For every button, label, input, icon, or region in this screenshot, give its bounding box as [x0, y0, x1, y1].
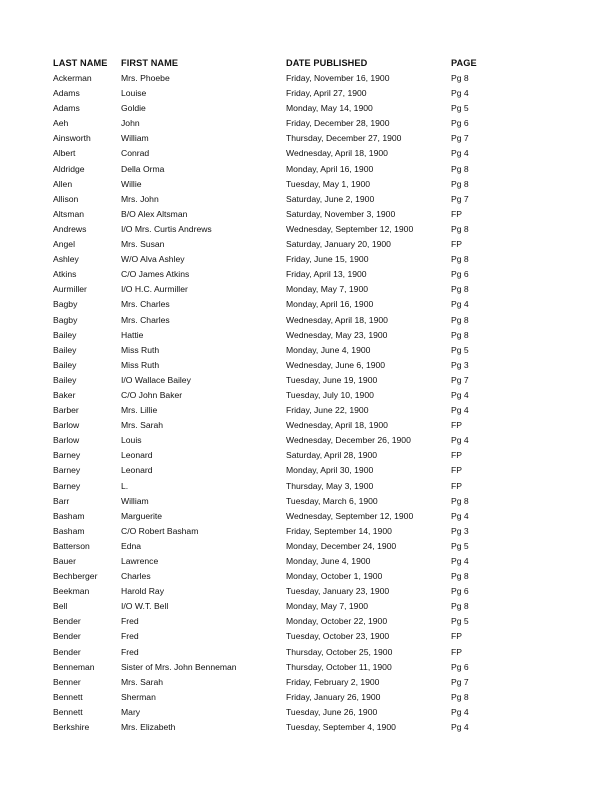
- table-row: [49, 328, 487, 343]
- first-name-cell: Mrs. Sarah: [121, 420, 164, 431]
- column-header-last-name: LAST NAME: [53, 58, 108, 68]
- table-row: [49, 599, 487, 614]
- date-published-cell: Thursday, December 27, 1900: [286, 133, 402, 144]
- page-cell: Pg 8: [451, 571, 469, 582]
- table-row: [49, 297, 487, 312]
- date-published-cell: Monday, May 7, 1900: [286, 601, 369, 612]
- table-row: [49, 690, 487, 705]
- date-published-cell: Monday, April 30, 1900: [286, 465, 374, 476]
- last-name-cell: Barney: [53, 465, 81, 476]
- table-row: [49, 71, 487, 86]
- date-published-cell: Monday, December 24, 1900: [286, 540, 397, 551]
- first-name-cell: C/O Robert Basham: [121, 525, 199, 536]
- first-name-cell: Mrs. Sarah: [121, 676, 164, 687]
- date-published-cell: Monday, May 7, 1900: [286, 284, 369, 295]
- last-name-cell: Benner: [53, 676, 81, 687]
- table-row: [49, 448, 487, 463]
- last-name-cell: Aldridge: [53, 163, 85, 174]
- first-name-cell: C/O John Baker: [121, 389, 183, 400]
- first-name-cell: Mrs. Charles: [121, 314, 170, 325]
- first-name-cell: Mrs. Susan: [121, 239, 165, 250]
- page-cell: FP: [451, 208, 462, 219]
- table-row: [49, 146, 487, 161]
- date-published-cell: Monday, October 1, 1900: [286, 571, 383, 582]
- first-name-cell: Charles: [121, 571, 151, 582]
- first-name-cell: John: [121, 118, 140, 129]
- header-row: [49, 55, 487, 71]
- last-name-cell: Bagby: [53, 299, 78, 310]
- date-published-cell: Friday, April 13, 1900: [286, 269, 367, 280]
- date-published-cell: Wednesday, September 12, 1900: [286, 223, 414, 234]
- table-row: [49, 524, 487, 539]
- date-published-cell: Monday, October 22, 1900: [286, 616, 388, 627]
- last-name-cell: Basham: [53, 510, 85, 521]
- last-name-cell: Atkins: [53, 269, 77, 280]
- first-name-cell: Mrs. Elizabeth: [121, 722, 176, 733]
- table-row: [49, 539, 487, 554]
- last-name-cell: Bender: [53, 646, 81, 657]
- date-published-cell: Friday, November 16, 1900: [286, 73, 390, 83]
- page-cell: Pg 3: [451, 359, 469, 370]
- last-name-cell: Barr: [53, 495, 70, 506]
- date-published-cell: Wednesday, December 26, 1900: [286, 435, 411, 446]
- last-name-cell: Bender: [53, 616, 81, 627]
- last-name-cell: Albert: [53, 148, 76, 159]
- first-name-cell: Goldie: [121, 103, 146, 114]
- first-name-cell: Della Orma: [121, 163, 165, 174]
- page-cell: FP: [451, 631, 462, 642]
- table-row: [49, 569, 487, 584]
- last-name-cell: Aeh: [53, 118, 69, 129]
- last-name-cell: Ackerman: [53, 73, 92, 83]
- date-published-cell: Tuesday, July 10, 1900: [286, 389, 374, 400]
- page-cell: Pg 4: [451, 389, 469, 400]
- date-published-cell: Wednesday, September 12, 1900: [286, 510, 414, 521]
- page-cell: Pg 5: [451, 616, 469, 627]
- page-cell: Pg 4: [451, 88, 469, 99]
- first-name-cell: Fred: [121, 646, 139, 657]
- first-name-cell: Sherman: [121, 691, 156, 702]
- last-name-cell: Barber: [53, 405, 79, 416]
- last-name-cell: Aurmiller: [53, 284, 87, 295]
- table-row: [49, 131, 487, 146]
- page-cell: Pg 4: [451, 706, 469, 717]
- date-published-cell: Wednesday, April 18, 1900: [286, 314, 388, 325]
- page-cell: FP: [451, 465, 462, 476]
- column-header-first-name: FIRST NAME: [121, 58, 179, 68]
- date-published-cell: Friday, September 14, 1900: [286, 525, 392, 536]
- last-name-cell: Bailey: [53, 329, 77, 340]
- last-name-cell: Ashley: [53, 254, 79, 265]
- last-name-cell: Barlow: [53, 435, 80, 446]
- last-name-cell: Bennett: [53, 706, 83, 717]
- date-published-cell: Friday, June 15, 1900: [286, 254, 369, 265]
- last-name-cell: Berkshire: [53, 722, 90, 733]
- last-name-cell: Bauer: [53, 556, 76, 566]
- last-name-cell: Barney: [53, 480, 81, 491]
- date-published-cell: Tuesday, June 19, 1900: [286, 374, 378, 385]
- table-row: [49, 614, 487, 629]
- date-published-cell: Monday, June 4, 1900: [286, 344, 371, 355]
- table-row: [49, 358, 487, 373]
- table-row: [49, 629, 487, 644]
- date-published-cell: Saturday, January 20, 1900: [286, 239, 391, 250]
- table-row: [49, 252, 487, 267]
- table-row: [49, 388, 487, 403]
- date-published-cell: Tuesday, September 4, 1900: [286, 722, 396, 733]
- date-published-cell: Wednesday, April 18, 1900: [286, 420, 388, 431]
- first-name-cell: Louis: [121, 435, 142, 446]
- date-published-cell: Tuesday, January 23, 1900: [286, 586, 390, 597]
- page-cell: Pg 6: [451, 661, 469, 672]
- last-name-cell: Baker: [53, 389, 76, 400]
- date-published-cell: Friday, April 27, 1900: [286, 88, 367, 99]
- page-cell: Pg 8: [451, 691, 469, 702]
- table-row: [49, 660, 487, 675]
- first-name-cell: Lawrence: [121, 556, 159, 566]
- first-name-cell: Harold Ray: [121, 586, 164, 597]
- table-row: [49, 162, 487, 177]
- first-name-cell: Fred: [121, 616, 139, 627]
- last-name-cell: Bailey: [53, 359, 77, 370]
- date-published-cell: Saturday, April 28, 1900: [286, 450, 378, 461]
- last-name-cell: Bailey: [53, 374, 77, 385]
- page-cell: Pg 4: [451, 722, 469, 733]
- table-row: [49, 373, 487, 388]
- last-name-cell: Bennett: [53, 691, 83, 702]
- page-cell: Pg 8: [451, 284, 469, 295]
- first-name-cell: I/O H.C. Aurmiller: [121, 284, 188, 295]
- first-name-cell: L.: [121, 480, 129, 491]
- first-name-cell: Miss Ruth: [121, 359, 160, 370]
- table-row: [49, 222, 487, 237]
- last-name-cell: Angel: [53, 239, 75, 250]
- page-cell: Pg 8: [451, 178, 469, 189]
- page-cell: Pg 4: [451, 435, 469, 446]
- table-row: [49, 720, 487, 735]
- page-cell: Pg 3: [451, 525, 469, 536]
- date-published-cell: Wednesday, May 23, 1900: [286, 329, 388, 340]
- date-published-cell: Saturday, June 2, 1900: [286, 193, 375, 204]
- last-name-cell: Barlow: [53, 420, 80, 431]
- first-name-cell: B/O Alex Altsman: [121, 208, 188, 219]
- page-cell: Pg 6: [451, 269, 469, 280]
- first-name-cell: I/O W.T. Bell: [121, 601, 169, 612]
- table-row: [49, 675, 487, 690]
- last-name-cell: Allison: [53, 193, 79, 204]
- page-cell: Pg 7: [451, 193, 469, 204]
- last-name-cell: Beekman: [53, 586, 90, 597]
- first-name-cell: Miss Ruth: [121, 344, 160, 355]
- last-name-cell: Allen: [53, 178, 73, 189]
- page-cell: Pg 7: [451, 676, 469, 687]
- date-published-cell: Monday, June 4, 1900: [286, 556, 371, 566]
- page-cell: Pg 7: [451, 374, 469, 385]
- page-cell: Pg 5: [451, 540, 469, 551]
- page-cell: Pg 4: [451, 510, 469, 521]
- table-row: [49, 554, 487, 569]
- date-published-cell: Wednesday, April 18, 1900: [286, 148, 388, 159]
- first-name-cell: I/O Wallace Bailey: [121, 374, 191, 385]
- first-name-cell: Mrs. Charles: [121, 299, 170, 310]
- first-name-cell: Mary: [121, 706, 141, 717]
- date-published-cell: Monday, May 14, 1900: [286, 103, 373, 114]
- date-published-cell: Tuesday, March 6, 1900: [286, 495, 378, 506]
- date-published-cell: Tuesday, October 23, 1900: [286, 631, 390, 642]
- page-cell: Pg 4: [451, 299, 469, 310]
- date-published-cell: Thursday, October 25, 1900: [286, 646, 393, 657]
- last-name-cell: Basham: [53, 525, 85, 536]
- page-cell: Pg 4: [451, 148, 469, 159]
- last-name-cell: Andrews: [53, 223, 87, 234]
- last-name-cell: Altsman: [53, 208, 85, 219]
- table-row: [49, 116, 487, 131]
- last-name-cell: Adams: [53, 103, 80, 114]
- first-name-cell: Conrad: [121, 148, 150, 159]
- date-published-cell: Tuesday, June 26, 1900: [286, 706, 378, 717]
- table-row: [49, 86, 487, 101]
- table-row: [49, 584, 487, 599]
- first-name-cell: W/O Alva Ashley: [121, 254, 185, 265]
- first-name-cell: C/O James Atkins: [121, 269, 190, 280]
- first-name-cell: I/O Mrs. Curtis Andrews: [121, 223, 212, 234]
- table-body: [49, 71, 487, 735]
- last-name-cell: Batterson: [53, 540, 90, 551]
- last-name-cell: Barney: [53, 450, 81, 461]
- table-row: [49, 509, 487, 524]
- date-published-cell: Friday, December 28, 1900: [286, 118, 390, 129]
- page-cell: Pg 5: [451, 103, 469, 114]
- page-cell: FP: [451, 450, 462, 461]
- page-cell: Pg 5: [451, 344, 469, 355]
- table-row: [49, 705, 487, 720]
- page-cell: FP: [451, 646, 462, 657]
- first-name-cell: Willie: [121, 178, 142, 189]
- date-published-cell: Monday, April 16, 1900: [286, 163, 374, 174]
- last-name-cell: Bell: [53, 601, 68, 612]
- date-published-cell: Friday, January 26, 1900: [286, 691, 381, 702]
- records-table: [49, 55, 487, 735]
- date-published-cell: Friday, June 22, 1900: [286, 405, 369, 416]
- page-cell: Pg 8: [451, 223, 469, 234]
- last-name-cell: Adams: [53, 88, 80, 99]
- page-cell: Pg 6: [451, 118, 469, 129]
- last-name-cell: Bechberger: [53, 571, 98, 582]
- table-row: [49, 418, 487, 433]
- last-name-cell: Bender: [53, 631, 81, 642]
- column-header-date-published: DATE PUBLISHED: [286, 58, 368, 68]
- table-row: [49, 343, 487, 358]
- first-name-cell: Louise: [121, 88, 147, 99]
- first-name-cell: Marguerite: [121, 510, 163, 521]
- page-cell: Pg 8: [451, 601, 469, 612]
- last-name-cell: Bagby: [53, 314, 78, 325]
- first-name-cell: William: [121, 495, 149, 506]
- table-row: [49, 207, 487, 222]
- table-row: [49, 463, 487, 478]
- table-row: [49, 237, 487, 252]
- table-row: [49, 645, 487, 660]
- table-row: [49, 403, 487, 418]
- table-row: [49, 282, 487, 297]
- last-name-cell: Benneman: [53, 661, 95, 672]
- table-row: [49, 313, 487, 328]
- page-cell: FP: [451, 239, 462, 250]
- first-name-cell: Edna: [121, 540, 142, 551]
- first-name-cell: Sister of Mrs. John Benneman: [121, 661, 237, 672]
- first-name-cell: Fred: [121, 631, 139, 642]
- date-published-cell: Thursday, May 3, 1900: [286, 480, 374, 491]
- first-name-cell: Mrs. John: [121, 193, 159, 204]
- table-row: [49, 192, 487, 207]
- date-published-cell: Monday, April 16, 1900: [286, 299, 374, 310]
- page-cell: Pg 4: [451, 556, 469, 566]
- page-cell: Pg 7: [451, 133, 469, 144]
- page-cell: Pg 4: [451, 405, 469, 416]
- page-cell: FP: [451, 480, 462, 491]
- table-row: [49, 479, 487, 494]
- first-name-cell: Mrs. Lillie: [121, 405, 158, 416]
- first-name-cell: Hattie: [121, 329, 144, 340]
- last-name-cell: Bailey: [53, 344, 77, 355]
- date-published-cell: Thursday, October 11, 1900: [286, 661, 392, 672]
- page-cell: Pg 8: [451, 254, 469, 265]
- page-cell: Pg 8: [451, 314, 469, 325]
- date-published-cell: Tuesday, May 1, 1900: [286, 178, 371, 189]
- first-name-cell: Mrs. Phoebe: [121, 73, 170, 83]
- table-row: [49, 494, 487, 509]
- page-cell: Pg 8: [451, 163, 469, 174]
- date-published-cell: Saturday, November 3, 1900: [286, 208, 396, 219]
- table-row: [49, 267, 487, 282]
- table-row: [49, 177, 487, 192]
- table-row: [49, 433, 487, 448]
- column-header-page: PAGE: [451, 58, 477, 68]
- date-published-cell: Wednesday, June 6, 1900: [286, 359, 386, 370]
- page-cell: Pg 8: [451, 329, 469, 340]
- first-name-cell: William: [121, 133, 149, 144]
- page-cell: FP: [451, 420, 462, 431]
- page-cell: Pg 8: [451, 495, 469, 506]
- page-cell: Pg 8: [451, 73, 469, 83]
- page-cell: Pg 6: [451, 586, 469, 597]
- date-published-cell: Friday, February 2, 1900: [286, 676, 380, 687]
- last-name-cell: Ainsworth: [53, 133, 91, 144]
- first-name-cell: Leonard: [121, 450, 153, 461]
- table-row: [49, 101, 487, 116]
- first-name-cell: Leonard: [121, 465, 153, 476]
